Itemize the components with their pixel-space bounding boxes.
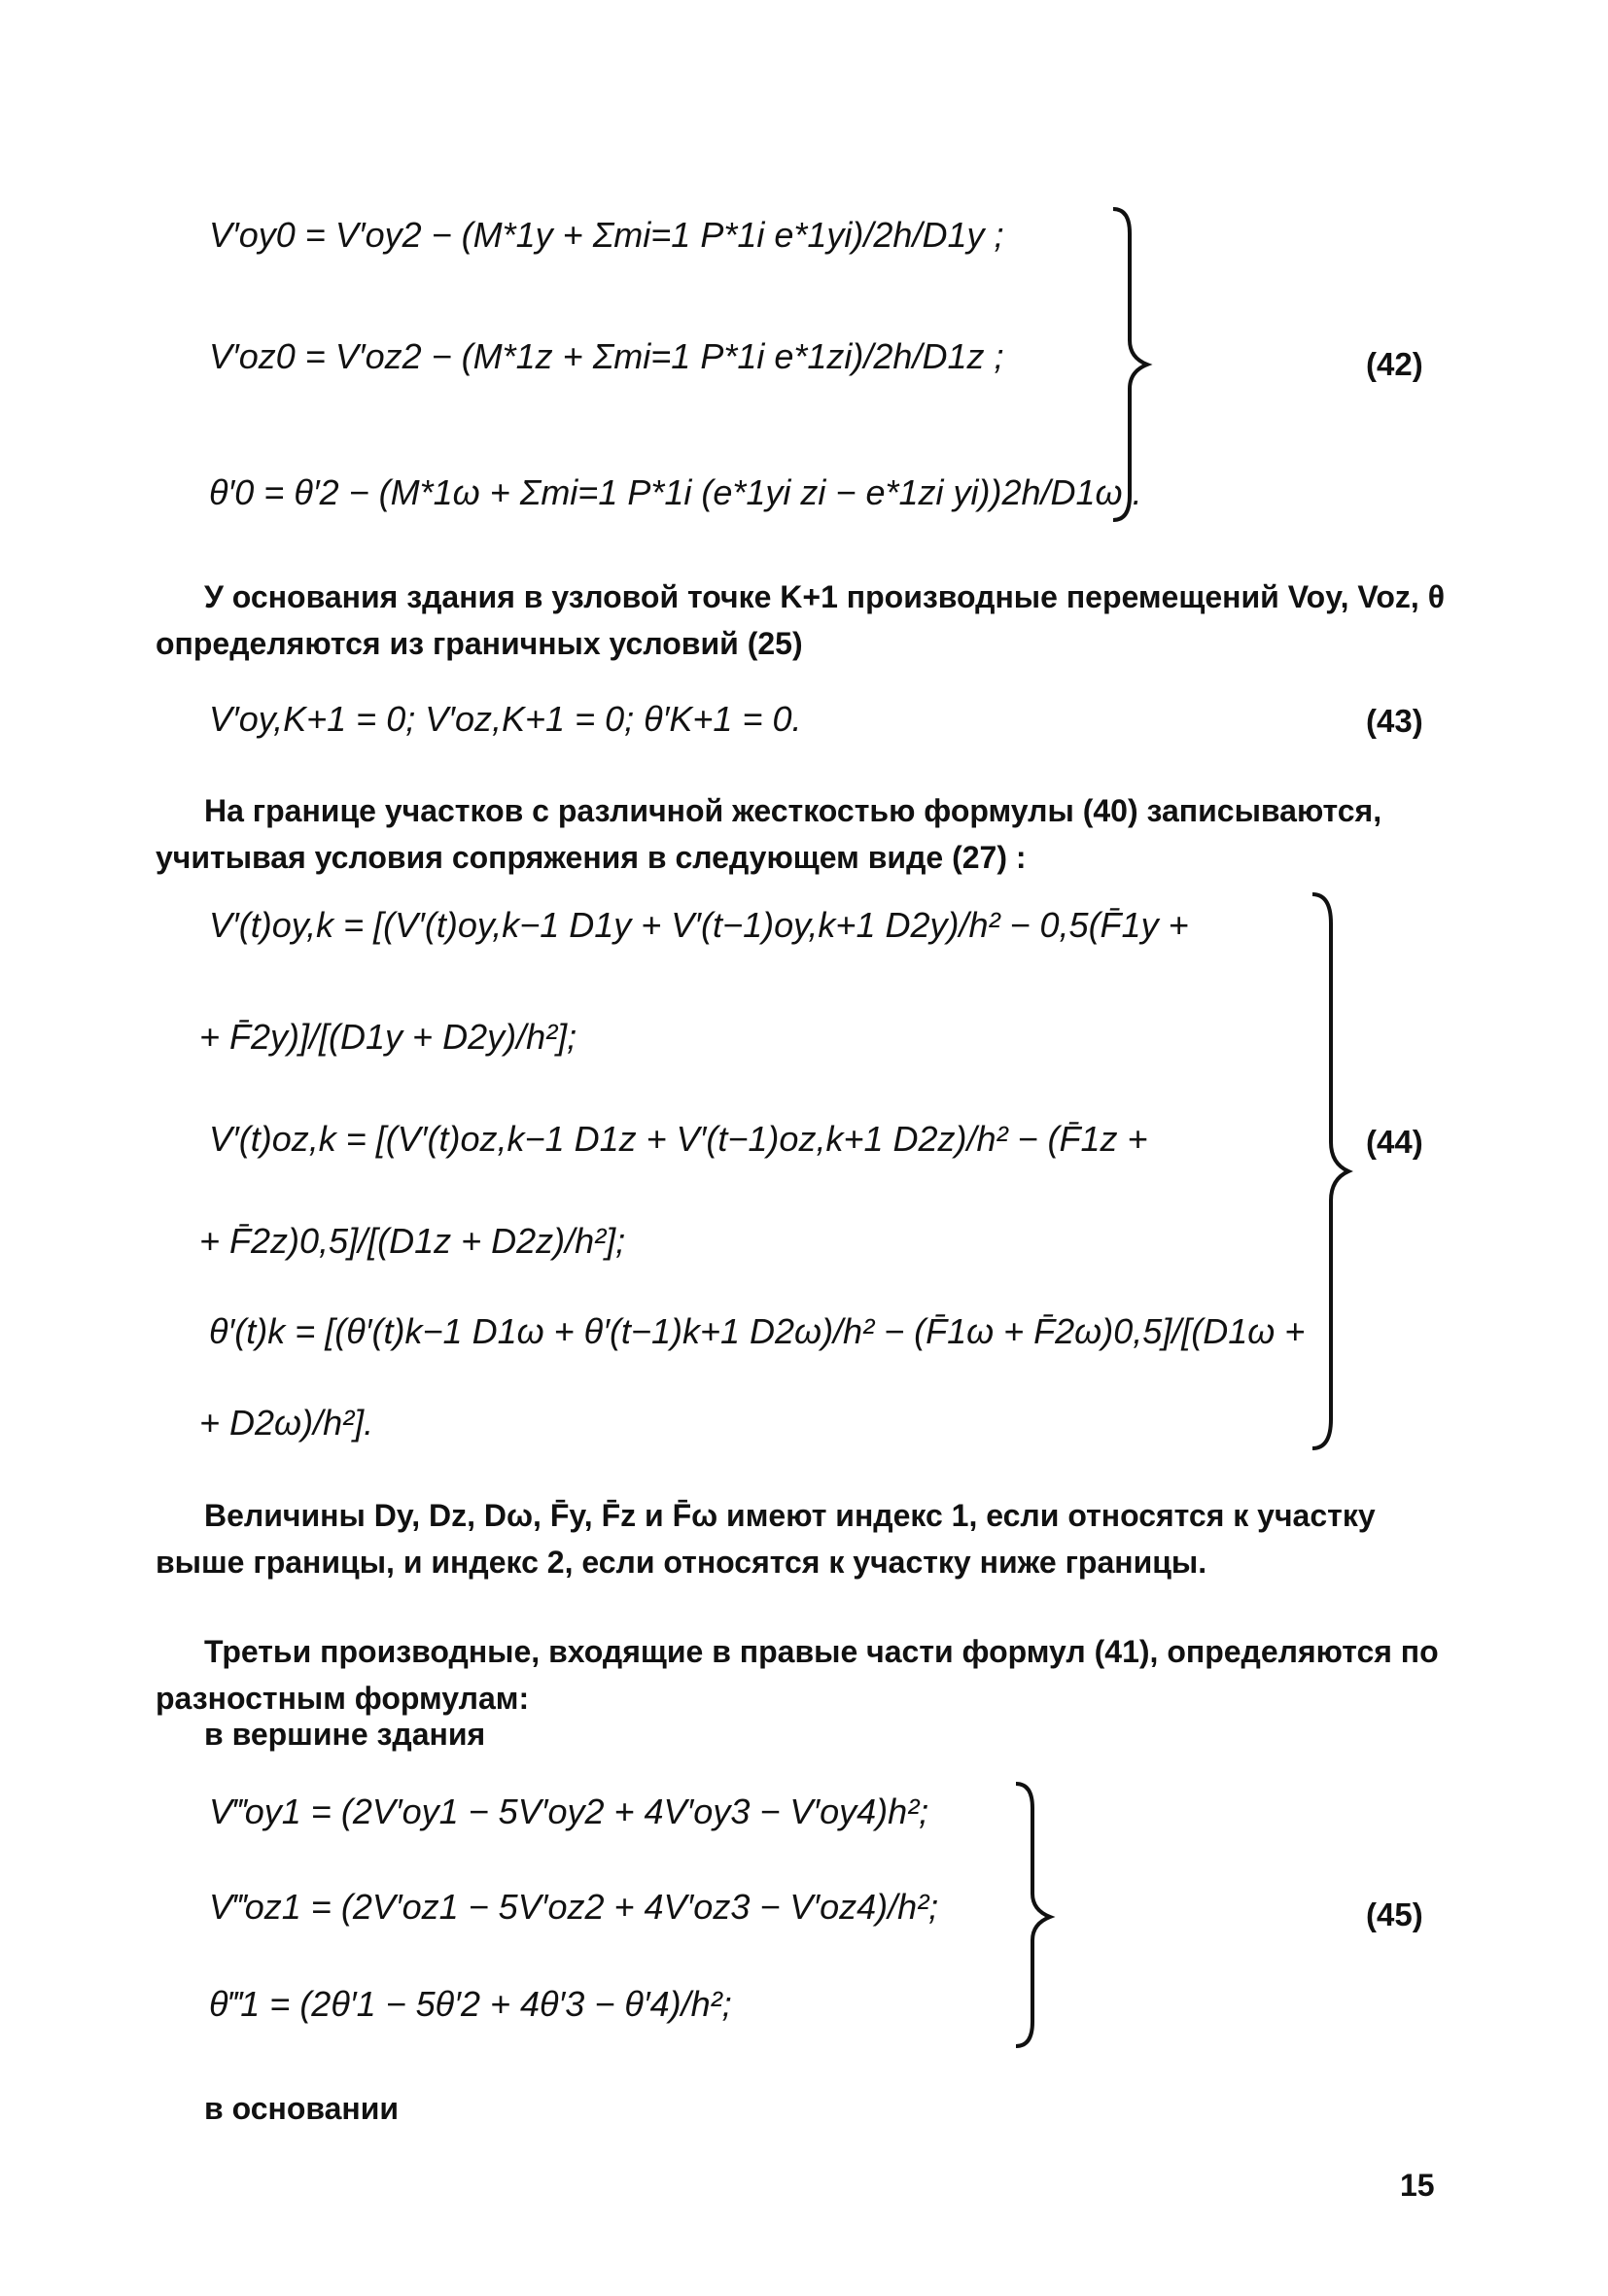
paragraph-base: в основании — [204, 2091, 400, 2126]
paragraph-building-top: в вершине здания — [204, 1717, 486, 1752]
equation-number-43: (43) — [1366, 703, 1423, 739]
equation-44-line-1: V′(t)oy,k = [(V′(t)oy,k−1 D1y + V′(t−1)oy,k+1 D2y)/h² − 0,5(F̄1y + — [209, 905, 1189, 945]
equation-42-line-2: V′oz0 = V′oz2 − (M*1z + Σmi=1 P*1i e*1zi)/2h/D1z ; — [209, 336, 1004, 376]
paragraph-index-values: Величины Dy, Dz, Dω, F̄y, F̄z и F̄ω имеют индекс 1, если относятся к участку выше границы, и индекс 2, если относятся к участку ниже границы. — [156, 1498, 1376, 1580]
equation-44-line-4: + F̄2z)0,5]/[(D1z + D2z)/h²]; — [199, 1221, 626, 1261]
equation-44-line-5: θ′(t)k = [(θ′(t)k−1 D1ω + θ′(t−1)k+1 D2ω)/h² − (F̄1ω + F̄2ω)0,5]/[(D1ω + — [209, 1311, 1306, 1351]
equation-44-line-6: + D2ω)/h²]. — [199, 1403, 374, 1443]
equation-43: V′oy,K+1 = 0; V′oz,K+1 = 0; θ′K+1 = 0. — [209, 699, 802, 739]
page-number: 15 — [1400, 2168, 1435, 2203]
paragraph-base-boundary: У основания здания в узловой точке K+1 производные перемещений Voy, Voz, θ определяются из граничных условий (25) — [156, 579, 1445, 661]
right-brace-45 — [1011, 1779, 1060, 2051]
equation-number-45: (45) — [1366, 1896, 1423, 1932]
equation-45-line-1: V‴oy1 = (2V′oy1 − 5V′oy2 + 4V′oy3 − V′oy4)h²; — [209, 1792, 929, 1831]
paragraph-third-derivatives: Третьи производные, входящие в правые части формул (41), определяются по разностным формулам: — [156, 1634, 1439, 1716]
right-brace-44 — [1308, 889, 1356, 1453]
equation-42-line-1: V′oy0 = V′oy2 − (M*1y + Σmi=1 P*1i e*1yi)/2h/D1y ; — [209, 215, 1004, 255]
equation-44-line-3: V′(t)oz,k = [(V′(t)oz,k−1 D1z + V′(t−1)oz,k+1 D2z)/h² − (F̄1z + — [209, 1119, 1148, 1159]
equation-number-42: (42) — [1366, 346, 1423, 382]
equation-44-line-2: + F̄2y)]/[(D1y + D2y)/h²]; — [199, 1017, 577, 1057]
paragraph-section-boundary: На границе участков с различной жесткостью формулы (40) записываются, учитывая условия сопряжения в следующем виде (27) : — [156, 793, 1382, 875]
right-brace-42 — [1108, 204, 1157, 525]
equation-45-line-3: θ‴1 = (2θ′1 − 5θ′2 + 4θ′3 − θ′4)/h²; — [209, 1984, 732, 2024]
equation-42-line-3: θ′0 = θ′2 − (M*1ω + Σmi=1 P*1i (e*1yi zi − e*1zi yi))2h/D1ω . — [209, 472, 1142, 512]
equation-45-line-2: V‴oz1 = (2V′oz1 − 5V′oz2 + 4V′oz3 − V′oz4)/h²; — [209, 1887, 939, 1927]
equation-number-44: (44) — [1366, 1124, 1423, 1160]
